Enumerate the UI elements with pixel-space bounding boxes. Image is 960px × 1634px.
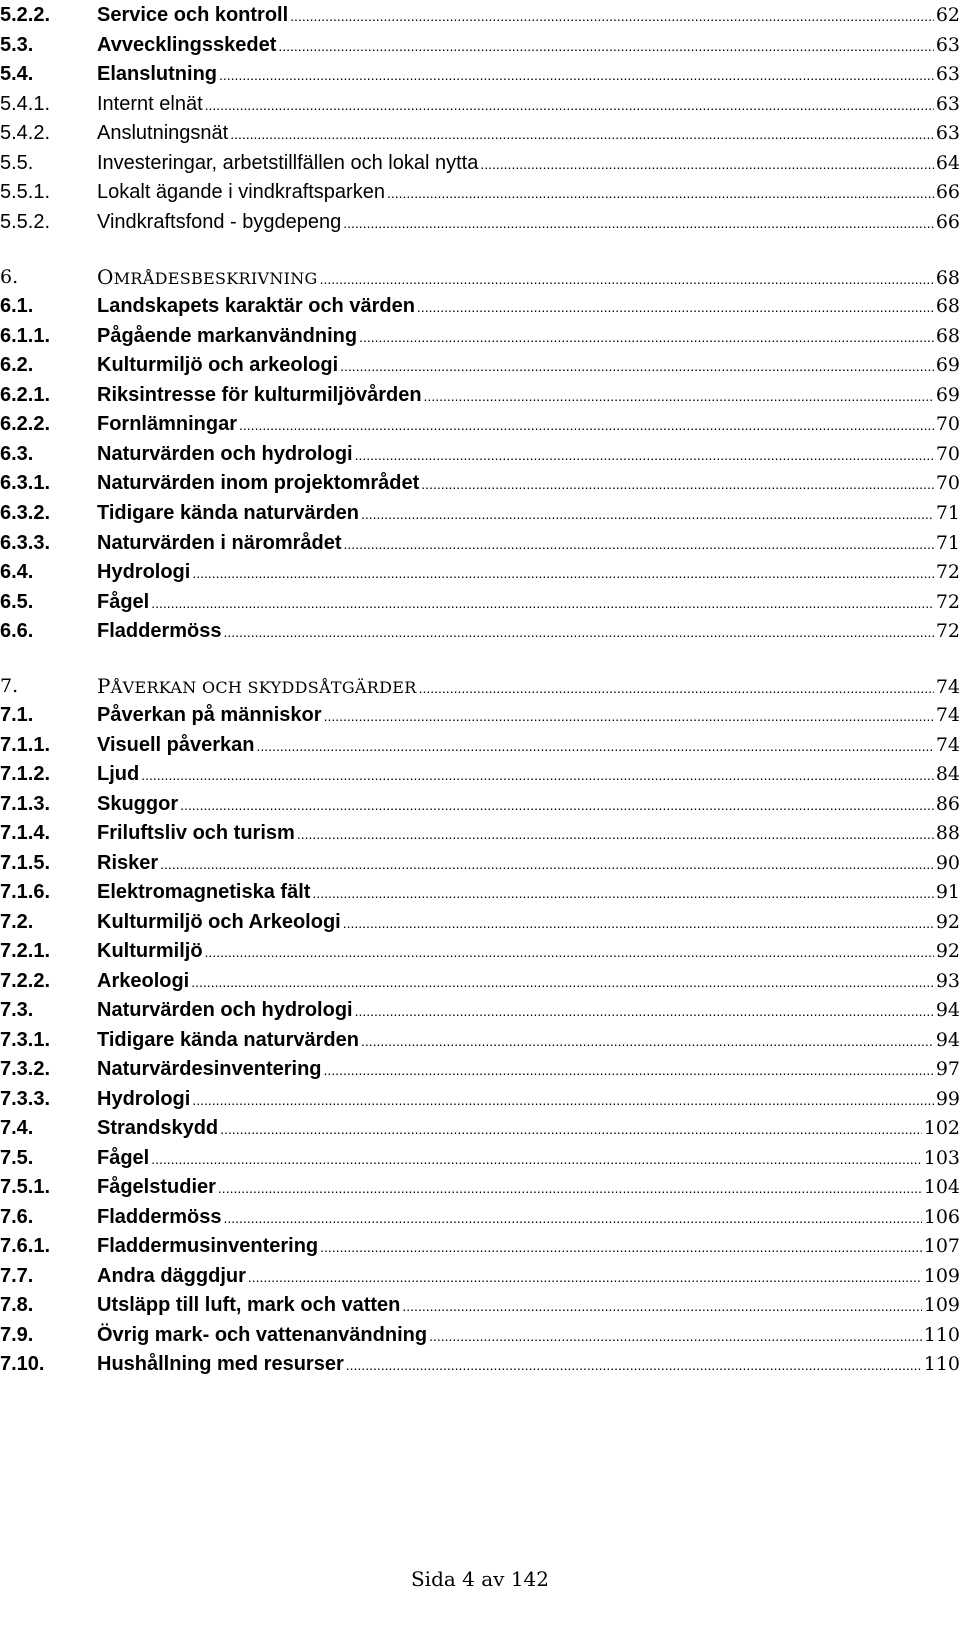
toc-entry-line (97, 1231, 960, 1262)
toc-entry-title: Fladdermusinventering (97, 1235, 319, 1257)
toc-entry[interactable] (0, 759, 960, 789)
toc-entry-line (97, 177, 960, 208)
toc-entry-line (97, 528, 960, 559)
toc-entry[interactable] (0, 1320, 960, 1350)
toc-entry-page: 90 (935, 852, 960, 874)
toc-entry[interactable] (0, 789, 960, 819)
toc-entry[interactable] (0, 1261, 960, 1291)
toc-entry-title: Service och kontroll (97, 4, 289, 26)
toc-entry-number: 7.7. (0, 1265, 34, 1287)
toc-entry[interactable] (0, 1054, 960, 1084)
toc-entry-page: 99 (935, 1088, 960, 1110)
toc-entry-title: Naturvärden och hydrologi (97, 443, 353, 465)
toc-entry[interactable] (0, 616, 960, 646)
dot-leader (230, 119, 934, 149)
toc-entry-title: Kulturmiljö och arkeologi (97, 354, 339, 376)
toc-entry[interactable] (0, 936, 960, 966)
toc-entry-page: 63 (935, 63, 960, 85)
toc-entry-line (97, 59, 960, 90)
dot-leader (278, 31, 933, 61)
toc-entry-number: 6.3.3. (0, 532, 51, 554)
toc-entry-title: Anslutningsnät (97, 122, 229, 144)
toc-entry-title: Tidigare kända naturvärden (97, 502, 359, 524)
toc-entry-number: 7.3.2. (0, 1058, 51, 1080)
toc-entry-page: 69 (935, 384, 960, 406)
toc-entry-page: 72 (935, 561, 960, 583)
toc-entry-line (97, 616, 960, 647)
toc-entry-number: 6.1. (0, 295, 34, 317)
toc-entry-title: Internt elnät (97, 93, 203, 115)
dot-leader (344, 529, 934, 559)
toc-entry-number: 5.4.1. (0, 93, 51, 115)
toc-entry[interactable] (0, 1290, 960, 1320)
toc-entry-title: Arkeologi (97, 970, 190, 992)
toc-entry-number: 7.6. (0, 1206, 34, 1228)
toc-entry-title: Fornlämningar (97, 413, 238, 435)
toc-entry-line (97, 1113, 960, 1144)
toc-entry-page: 66 (935, 181, 960, 203)
dot-leader (417, 292, 934, 322)
toc-entry-title: Naturvärden inom projektområdet (97, 472, 420, 494)
toc-entry[interactable] (0, 730, 960, 760)
toc-entry-line (97, 1172, 960, 1203)
dot-leader (248, 1262, 922, 1292)
toc-entry-title: OMRÅDESBESKRIVNING (97, 265, 318, 289)
toc-entry-line (97, 1320, 960, 1351)
dot-leader (205, 90, 934, 120)
toc-entry-line (97, 907, 960, 938)
dot-leader (297, 819, 934, 849)
toc-entry-page: 71 (935, 502, 960, 524)
dot-leader (151, 588, 934, 618)
toc-entry[interactable] (0, 700, 960, 730)
toc-entry-line (97, 0, 960, 31)
toc-entry[interactable] (0, 995, 960, 1025)
dot-leader (220, 1114, 922, 1144)
toc-entry-line (97, 30, 960, 61)
toc-entry-number: 7.1.1. (0, 734, 51, 756)
dot-leader (290, 1, 934, 31)
toc-entry-page: 68 (935, 325, 960, 347)
toc-entry-number: 5.2.2. (0, 4, 51, 26)
toc-entry-number: 7. (0, 675, 19, 697)
toc-entry-number: 5.3. (0, 34, 34, 56)
dot-leader (141, 760, 934, 790)
toc-entry-title: Hydrologi (97, 561, 191, 583)
dot-leader (387, 178, 934, 208)
toc-entry-title: Friluftsliv och turism (97, 822, 295, 844)
toc-entry-line (97, 587, 960, 618)
toc-entry[interactable] (0, 380, 960, 410)
toc-entry-number: 7.1.4. (0, 822, 51, 844)
toc-entry-page: 92 (935, 911, 960, 933)
toc-entry-line (97, 262, 960, 294)
dot-leader (320, 264, 934, 294)
toc-entry-line (97, 1349, 960, 1380)
toc-entry-line (97, 498, 960, 529)
toc-entry-number: 7.2.2. (0, 970, 51, 992)
toc-entry-title: Strandskydd (97, 1117, 219, 1139)
toc-entry[interactable] (0, 966, 960, 996)
toc-entry-number: 6.3.1. (0, 472, 51, 494)
toc-entry-number: 7.8. (0, 1294, 34, 1316)
dot-leader (355, 440, 934, 470)
toc-entry-line (97, 700, 960, 731)
toc-entry-number: 6.3.2. (0, 502, 51, 524)
toc-entry-title: Landskapets karaktär och värden (97, 295, 415, 317)
dot-leader (205, 937, 934, 967)
toc-entry-number: 7.1.5. (0, 852, 51, 874)
toc-entry-page: 93 (935, 970, 960, 992)
toc-entry-title: Skuggor (97, 793, 179, 815)
dot-leader (312, 878, 933, 908)
toc-entry-line (97, 995, 960, 1026)
toc-entry[interactable] (0, 528, 960, 558)
dot-leader (402, 1291, 921, 1321)
toc-entry-line (97, 1202, 960, 1233)
toc-entry-title: Övrig mark- och vattenanvändning (97, 1324, 428, 1346)
toc-entry-line (97, 1261, 960, 1292)
toc-entry-title: Risker (97, 852, 159, 874)
toc-entry-number: 7.3.1. (0, 1029, 51, 1051)
dot-leader (180, 790, 934, 820)
toc-entry-number: 6.5. (0, 591, 34, 613)
toc-entry-page: 102 (923, 1117, 960, 1139)
toc-entry-page: 74 (935, 676, 960, 698)
toc-entry-number: 7.3.3. (0, 1088, 51, 1110)
dot-leader (355, 996, 934, 1026)
toc-entry-line (97, 439, 960, 470)
toc-entry-title: Elanslutning (97, 63, 217, 85)
toc-entry-page: 88 (935, 822, 960, 844)
dot-leader (343, 208, 934, 238)
toc-entry-page: 92 (935, 940, 960, 962)
toc-entry-number: 7.10. (0, 1353, 45, 1375)
toc-entry-number: 7.1.2. (0, 763, 51, 785)
toc-entry-page: 94 (935, 999, 960, 1021)
toc-entry-line (97, 1084, 960, 1115)
toc-entry-line (97, 1025, 960, 1056)
toc-entry-title: Elektromagnetiska fält (97, 881, 311, 903)
page-footer: Sida 4 av 142 (410, 1567, 550, 1591)
toc-entry-line (97, 1054, 960, 1085)
toc-entry[interactable] (0, 587, 960, 617)
toc-entry-line (97, 380, 960, 411)
toc-entry-page: 91 (935, 881, 960, 903)
toc-entry-page: 109 (923, 1294, 960, 1316)
toc-entry-page: 110 (923, 1353, 960, 1375)
toc-entry[interactable] (0, 321, 960, 351)
toc-entry[interactable] (0, 439, 960, 469)
toc-entry-line (97, 321, 960, 352)
toc-entry[interactable] (0, 177, 960, 207)
toc-entry-page: 62 (935, 4, 960, 26)
toc-entry[interactable] (0, 59, 960, 89)
toc-entry-number: 7.2.1. (0, 940, 51, 962)
toc-entry-page: 86 (935, 793, 960, 815)
toc-entry[interactable] (0, 148, 960, 178)
toc-entry-page: 70 (935, 443, 960, 465)
toc-entry-number: 6.1.1. (0, 325, 51, 347)
toc-entry-title: Avvecklingsskedet (97, 34, 277, 56)
toc-entry-title: Investeringar, arbetstillfällen och lokal nytta (97, 152, 479, 174)
toc-entry-number: 7.3. (0, 999, 34, 1021)
toc-entry-line (97, 350, 960, 381)
toc-entry[interactable] (0, 350, 960, 380)
toc-entry-title: Ljud (97, 763, 140, 785)
toc-entry[interactable] (0, 118, 960, 148)
toc-entry-line (97, 468, 960, 499)
toc-entry-number: 6.4. (0, 561, 34, 583)
toc-entry[interactable] (0, 1084, 960, 1114)
toc-entry-number: 7.9. (0, 1324, 34, 1346)
toc-entry[interactable] (0, 671, 960, 701)
toc-entry[interactable] (0, 89, 960, 119)
toc-entry[interactable] (0, 848, 960, 878)
dot-leader (223, 617, 933, 647)
toc-entry-title: Riksintresse för kulturmiljövården (97, 384, 422, 406)
toc-entry-title: Utsläpp till luft, mark och vatten (97, 1294, 401, 1316)
toc-entry-number: 5.5.2. (0, 211, 51, 233)
toc-entry[interactable] (0, 557, 960, 587)
dot-leader (257, 731, 934, 761)
dot-leader (218, 1173, 922, 1203)
toc-entry-line (97, 148, 960, 179)
toc-entry-line (97, 1143, 960, 1174)
dot-leader (359, 322, 934, 352)
dot-leader (324, 1055, 934, 1085)
toc-entry[interactable] (0, 498, 960, 528)
toc-entry-number: 6.6. (0, 620, 34, 642)
dot-leader (424, 381, 934, 411)
toc-entry-title: Naturvärdesinventering (97, 1058, 322, 1080)
toc-entry-page: 94 (935, 1029, 960, 1051)
toc-entry[interactable] (0, 207, 960, 237)
toc-entry[interactable] (0, 409, 960, 439)
toc-entry-page: 70 (935, 413, 960, 435)
toc-entry-title: Kulturmiljö och Arkeologi (97, 911, 341, 933)
toc-entry-number: 7.5. (0, 1147, 34, 1169)
dot-leader (480, 149, 933, 179)
toc-entry-line (97, 936, 960, 967)
toc-entry-number: 7.4. (0, 1117, 34, 1139)
toc-entry-title: Vindkraftsfond - bygdepeng (97, 211, 342, 233)
toc-entry-number: 7.1.3. (0, 793, 51, 815)
toc-entry-line (97, 557, 960, 588)
toc-entry[interactable] (0, 818, 960, 848)
toc-entry-title: Fågel (97, 591, 150, 613)
toc-entry-number: 5.5.1. (0, 181, 51, 203)
toc-entry-title: Fågel (97, 1147, 150, 1169)
toc-entry-line (97, 848, 960, 879)
toc-entry-number: 6.2.1. (0, 384, 51, 406)
toc-entry-title: Visuell påverkan (97, 734, 255, 756)
toc-entry[interactable] (0, 877, 960, 907)
toc-entry-line (97, 89, 960, 120)
toc-entry-page: 107 (923, 1235, 960, 1257)
toc-entry[interactable] (0, 291, 960, 321)
toc-entry-title: Hushållning med resurser (97, 1353, 344, 1375)
dot-leader (361, 1026, 934, 1056)
toc-entry-number: 6. (0, 266, 19, 288)
toc-entry-line (97, 877, 960, 908)
toc-entry-page: 74 (935, 704, 960, 726)
toc-entry-line (97, 1290, 960, 1321)
toc-entry-number: 6.3. (0, 443, 34, 465)
toc-entry-line (97, 671, 960, 703)
toc-entry-page: 63 (935, 122, 960, 144)
toc-entry-page: 64 (935, 152, 960, 174)
dot-leader (346, 1350, 922, 1380)
dot-leader (223, 1203, 921, 1233)
toc-entry-page: 104 (923, 1176, 960, 1198)
toc-entry-title: Lokalt ägande i vindkraftsparken (97, 181, 385, 203)
toc-entry-title: Tidigare kända naturvärden (97, 1029, 359, 1051)
dot-leader (361, 499, 934, 529)
toc-entry-title: PÅVERKAN OCH SKYDDSÅTGÄRDER (97, 674, 417, 698)
toc-entry-number: 7.6.1. (0, 1235, 51, 1257)
dot-leader (320, 1232, 922, 1262)
toc-entry-page: 110 (923, 1324, 960, 1346)
toc-entry-number: 6.2.2. (0, 413, 51, 435)
dot-leader (429, 1321, 922, 1351)
dot-leader (192, 558, 933, 588)
toc-entry[interactable] (0, 1113, 960, 1143)
toc-entry-line (97, 207, 960, 238)
toc-entry-line (97, 409, 960, 440)
dot-leader (219, 60, 934, 90)
toc-entry-page: 71 (935, 532, 960, 554)
toc-entry-title: Pågående markanvändning (97, 325, 358, 347)
toc-entry-number: 5.5. (0, 152, 34, 174)
toc-entry-line (97, 818, 960, 849)
dot-leader (192, 1085, 933, 1115)
toc-entry-title: Andra däggdjur (97, 1265, 246, 1287)
toc-entry-page: 84 (935, 763, 960, 785)
toc-entry-number: 7.5.1. (0, 1176, 51, 1198)
toc-entry-title: Naturvärden och hydrologi (97, 999, 353, 1021)
toc-entry-page: 74 (935, 734, 960, 756)
toc-entry[interactable] (0, 0, 960, 30)
toc-entry-page: 63 (935, 93, 960, 115)
toc-entry[interactable] (0, 1143, 960, 1173)
toc-entry-page: 68 (935, 267, 960, 289)
toc-entry-page: 72 (935, 620, 960, 642)
dot-leader (421, 469, 934, 499)
toc-entry-page: 70 (935, 472, 960, 494)
toc-entry[interactable] (0, 1202, 960, 1232)
dot-leader (343, 908, 934, 938)
toc-entry-number: 6.2. (0, 354, 34, 376)
toc-entry-page: 68 (935, 295, 960, 317)
toc-entry-line (97, 730, 960, 761)
toc-entry[interactable] (0, 1349, 960, 1379)
toc-entry-title: Påverkan på människor (97, 704, 322, 726)
toc-entry[interactable] (0, 468, 960, 498)
toc-entry-title: Kulturmiljö (97, 940, 203, 962)
toc-entry-number: 7.2. (0, 911, 34, 933)
dot-leader (191, 967, 934, 997)
toc-entry-number: 7.1.6. (0, 881, 51, 903)
dot-leader (324, 701, 934, 731)
toc-entry-title: Hydrologi (97, 1088, 191, 1110)
toc-entry-page: 63 (935, 34, 960, 56)
toc-entry-title: Fladdermöss (97, 1206, 222, 1228)
dot-leader (151, 1144, 921, 1174)
toc-entry-page: 109 (923, 1265, 960, 1287)
toc-entry[interactable] (0, 1172, 960, 1202)
toc-entry-number: 7.1. (0, 704, 34, 726)
toc-entry-page: 72 (935, 591, 960, 613)
toc-entry-page: 103 (923, 1147, 960, 1169)
dot-leader (160, 849, 934, 879)
toc-entry[interactable] (0, 1025, 960, 1055)
toc-entry-line (97, 966, 960, 997)
dot-leader (340, 351, 934, 381)
toc-entry-title: Naturvärden i närområdet (97, 532, 342, 554)
toc-entry[interactable] (0, 30, 960, 60)
toc-entry[interactable] (0, 1231, 960, 1261)
dot-leader (239, 410, 934, 440)
toc-entry-number: 5.4.2. (0, 122, 51, 144)
toc-entry-line (97, 789, 960, 820)
toc-entry-line (97, 759, 960, 790)
toc-entry-number: 5.4. (0, 63, 34, 85)
toc-entry-title: Fågelstudier (97, 1176, 216, 1198)
toc-entry-line (97, 118, 960, 149)
dot-leader (419, 673, 934, 703)
toc-entry[interactable] (0, 907, 960, 937)
toc-entry-line (97, 291, 960, 322)
toc-entry-page: 69 (935, 354, 960, 376)
toc-entry-page: 106 (923, 1206, 960, 1228)
toc-entry-page: 97 (935, 1058, 960, 1080)
toc-entry-page: 66 (935, 211, 960, 233)
toc-entry[interactable] (0, 262, 960, 292)
toc-entry-title: Fladdermöss (97, 620, 222, 642)
